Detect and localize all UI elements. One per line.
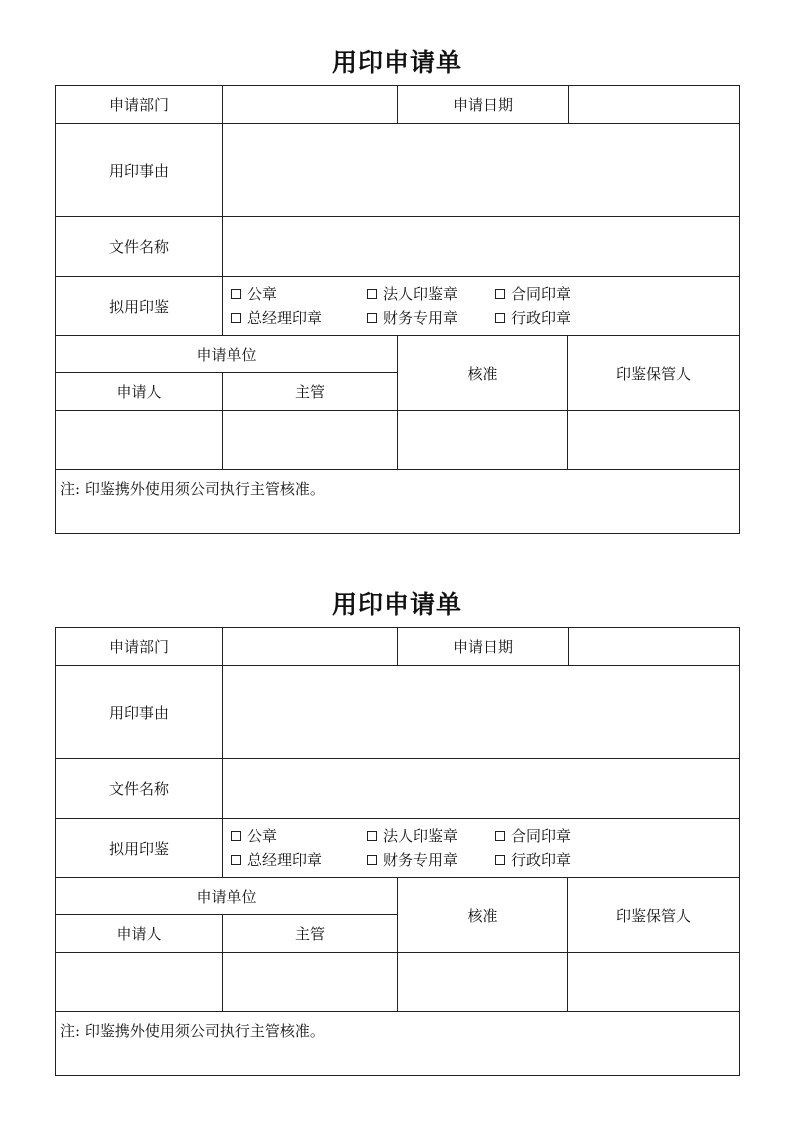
form-table — [55, 627, 740, 1076]
seal-application-form-1 — [55, 46, 739, 534]
dept-label: 申请部门 — [56, 628, 223, 666]
supervisor-label: 主管 — [223, 915, 398, 953]
reason-field[interactable] — [223, 124, 740, 217]
date-label: 申请日期 — [398, 86, 569, 124]
keeper-sign-field[interactable] — [568, 411, 740, 470]
seal-option-company[interactable]: 公章 — [231, 282, 367, 306]
checkbox[interactable] — [495, 831, 505, 841]
date-field[interactable] — [569, 86, 740, 124]
seal-type-label: 拟用印鉴 — [56, 277, 223, 336]
seal-option-finance[interactable]: 财务专用章 — [367, 848, 495, 872]
applicant-sign-field[interactable] — [56, 411, 223, 470]
approve-sign-field[interactable] — [398, 953, 568, 1012]
dept-label: 申请部门 — [56, 86, 223, 124]
doc-name-label: 文件名称 — [56, 759, 223, 819]
checkbox[interactable] — [231, 289, 241, 299]
seal-option-contract[interactable]: 合同印章 — [495, 824, 615, 848]
seal-option-legal-rep[interactable]: 法人印鉴章 — [367, 282, 495, 306]
checkbox[interactable] — [367, 855, 377, 865]
supervisor-label: 主管 — [223, 373, 398, 411]
form-title: 用印申请单 — [331, 590, 462, 619]
checkbox[interactable] — [231, 855, 241, 865]
checkbox[interactable] — [495, 855, 505, 865]
doc-name-field[interactable] — [223, 217, 740, 277]
reason-field[interactable] — [223, 666, 740, 759]
reason-label: 用印事由 — [56, 124, 223, 217]
seal-option-admin[interactable]: 行政印章 — [495, 306, 615, 330]
approve-label: 核准 — [398, 878, 568, 953]
applicant-unit-label: 申请单位 — [56, 336, 398, 373]
dept-field[interactable] — [223, 628, 398, 666]
checkbox[interactable] — [495, 313, 505, 323]
approve-label: 核准 — [398, 336, 568, 411]
checkbox[interactable] — [231, 313, 241, 323]
applicant-sign-field[interactable] — [56, 953, 223, 1012]
seal-keeper-label: 印鉴保管人 — [568, 878, 740, 953]
approve-sign-field[interactable] — [398, 411, 568, 470]
seal-type-label: 拟用印鉴 — [56, 819, 223, 878]
keeper-sign-field[interactable] — [568, 953, 740, 1012]
supervisor-sign-field[interactable] — [223, 953, 398, 1012]
note-text: 注: 印鉴携外使用须公司执行主管核准。 — [56, 470, 740, 534]
applicant-label: 申请人 — [56, 915, 223, 953]
checkbox[interactable] — [367, 313, 377, 323]
checkbox[interactable] — [231, 831, 241, 841]
seal-option-legal-rep[interactable]: 法人印鉴章 — [367, 824, 495, 848]
doc-name-field[interactable] — [223, 759, 740, 819]
note-text: 注: 印鉴携外使用须公司执行主管核准。 — [56, 1012, 740, 1076]
seal-option-gm[interactable]: 总经理印章 — [231, 848, 367, 872]
form-table — [55, 85, 740, 534]
date-label: 申请日期 — [398, 628, 569, 666]
checkbox[interactable] — [367, 289, 377, 299]
applicant-label: 申请人 — [56, 373, 223, 411]
doc-name-label: 文件名称 — [56, 217, 223, 277]
checkbox[interactable] — [367, 831, 377, 841]
seal-option-finance[interactable]: 财务专用章 — [367, 306, 495, 330]
seal-option-admin[interactable]: 行政印章 — [495, 848, 615, 872]
date-field[interactable] — [569, 628, 740, 666]
seal-application-form-2 — [55, 588, 739, 1076]
seal-option-contract[interactable]: 合同印章 — [495, 282, 615, 306]
applicant-unit-label: 申请单位 — [56, 878, 398, 915]
reason-label: 用印事由 — [56, 666, 223, 759]
seal-keeper-label: 印鉴保管人 — [568, 336, 740, 411]
seal-options — [223, 277, 740, 336]
form-title: 用印申请单 — [331, 48, 462, 77]
dept-field[interactable] — [223, 86, 398, 124]
supervisor-sign-field[interactable] — [223, 411, 398, 470]
seal-options — [223, 819, 740, 878]
checkbox[interactable] — [495, 289, 505, 299]
seal-option-gm[interactable]: 总经理印章 — [231, 306, 367, 330]
seal-option-company[interactable]: 公章 — [231, 824, 367, 848]
